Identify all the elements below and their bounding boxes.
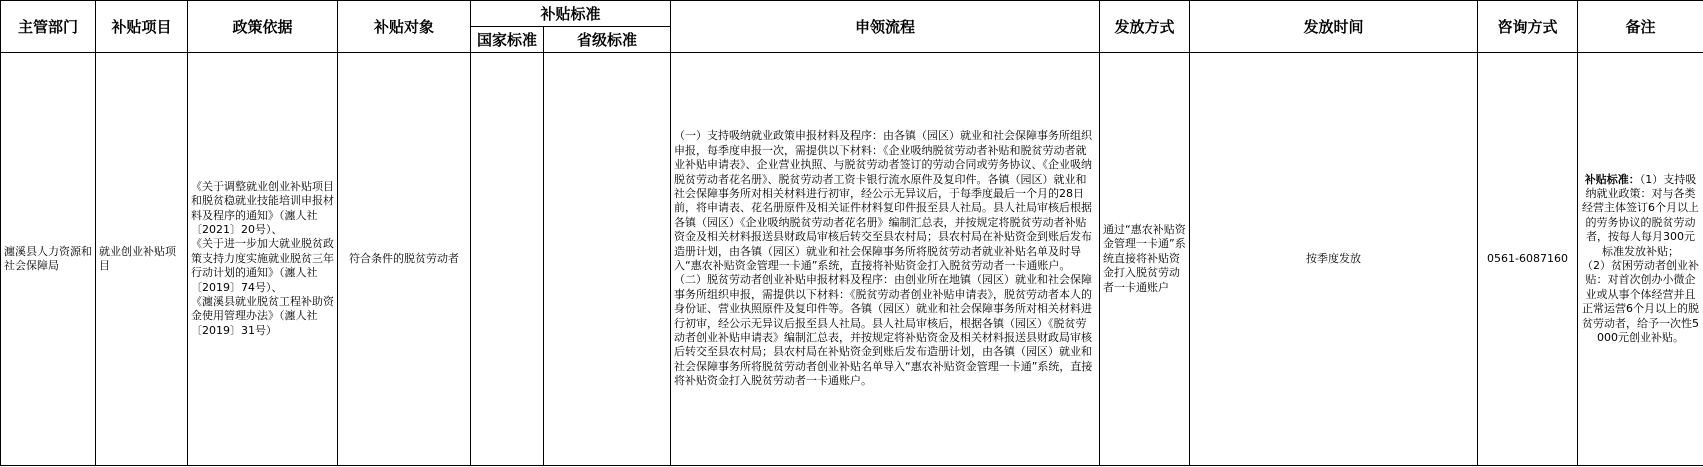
header-process: 申领流程 [671, 1, 1100, 53]
cell-process [671, 53, 1100, 466]
cell-policy-basis: 《关于调整就业创业补贴项目和脱贫稳就业技能培训申报材料及程序的通知》（瀍人社〔2021〕20号）、 《关于进一步加大就业脱贫政策支持力度实施就业脱贫三年行动计划的通知》（瀍人社〔2019〕74号）、 《瀍溪县就业脱贫工程补助资金使用管理办法》（瀍人社〔2019〕31号） [188, 53, 338, 466]
header-standard: 补贴标准 [471, 1, 671, 27]
header-consult: 咨询方式 [1478, 1, 1578, 53]
header-department: 主管部门 [1, 1, 96, 53]
cell-provincial-standard [544, 53, 671, 466]
header-remarks: 备注 [1578, 1, 1703, 53]
header-policy-basis: 政策依据 [188, 1, 338, 53]
cell-remarks [1578, 53, 1703, 466]
cell-project: 就业创业补贴项目 [96, 53, 188, 466]
cell-consult: 0561-6087160 [1478, 53, 1578, 466]
header-project: 补贴项目 [96, 1, 188, 53]
cell-distribution-time: 按季度发放 [1190, 53, 1478, 466]
table-row [1, 53, 1703, 466]
remarks-body: （1）支持吸纳就业政策：对与各类经营主体签订6个月以上的劳务协议的脱贫劳动者，按每人每月300元标准发放补贴； （2）贫困劳动者创业补贴：对首次创办小微企业或从事个体经营并且正常运营6个月以上的脱贫劳动者，给予一次性5000元创业补贴。 [1582, 172, 1700, 345]
process-paragraph-1: （一）支持吸纳就业政策申报材料及程序：由各镇（园区）就业和社会保障事务所组织申报，每季度申报一次，需提供以下材料：《企业吸纳脱贫劳动者补贴和脱贫劳动者就业补贴申请表》、企业营业执照、与脱贫劳动者签订的劳动合同或劳务协议、《企业吸纳脱贫劳动者花名册》、脱贫劳动者工资卡银行流水原件及复印件。各镇（园区）就业和社会保障事务所对相关材料进行初审，经公示无异议后，于每季度最后一个月的28日前，将申请表、花名册原件及相关证件材料复印件报至县人社局。县人社局审核后根据各镇（园区）《企业吸纳脱贫劳动者花名册》编制汇总表，并按规定将脱贫劳动者补贴资金及相关材料报送县财政局审核后转交至县农村局；县农村局在补贴资金到账后发布造册计划，由各镇（园区）就业和社会保障事务所将脱贫劳动者就业补贴名单及时导入“惠农补贴资金管理一卡通”系统，直接将补贴资金打入脱贫劳动者一卡通账户。 [674, 129, 1093, 272]
header-distribution-method: 发放方式 [1100, 1, 1190, 53]
cell-department: 瀍溪县人力资源和社会保障局 [1, 53, 96, 466]
header-national-standard: 国家标准 [471, 27, 544, 53]
header-row-1 [1, 1, 1703, 27]
header-provincial-standard: 省级标准 [544, 27, 671, 53]
cell-distribution-method: 通过“惠农补贴资金管理一卡通”系统直接将补贴资金打入脱贫劳动者一卡通账户 [1100, 53, 1190, 466]
process-paragraph-2: （二）脱贫劳动者创业补贴申报材料及程序：由创业所在地镇（园区）就业和社会保障事务所组织申报，需提供以下材料：《脱贫劳动者创业补贴申请表》，脱贫劳动者本人的身份证、营业执照原件及复印件等。各镇（园区）就业和社会保障事务所对相关材料进行初审，经公示无异议后报至县人社局。县人社局审核后，根据各镇（园区）《脱贫劳动者创业补贴申请表》编制汇总表，并按规定将补贴资金及相关材料报送县财政局审核后转交至县农村局；县农村局在补贴资金到账后发布造册计划，由各镇（园区）就业和社会保障事务所将脱贫劳动者创业补贴名单导入“惠农补贴资金管理一卡通”系统，直接将补贴资金打入脱贫劳动者一卡通账户。 [674, 273, 1093, 388]
cell-national-standard [471, 53, 544, 466]
header-distribution-time: 发放时间 [1190, 1, 1478, 53]
header-target: 补贴对象 [338, 1, 471, 53]
remarks-head: 补贴标准： [1584, 172, 1640, 186]
cell-target: 符合条件的脱贫劳动者 [338, 53, 471, 466]
